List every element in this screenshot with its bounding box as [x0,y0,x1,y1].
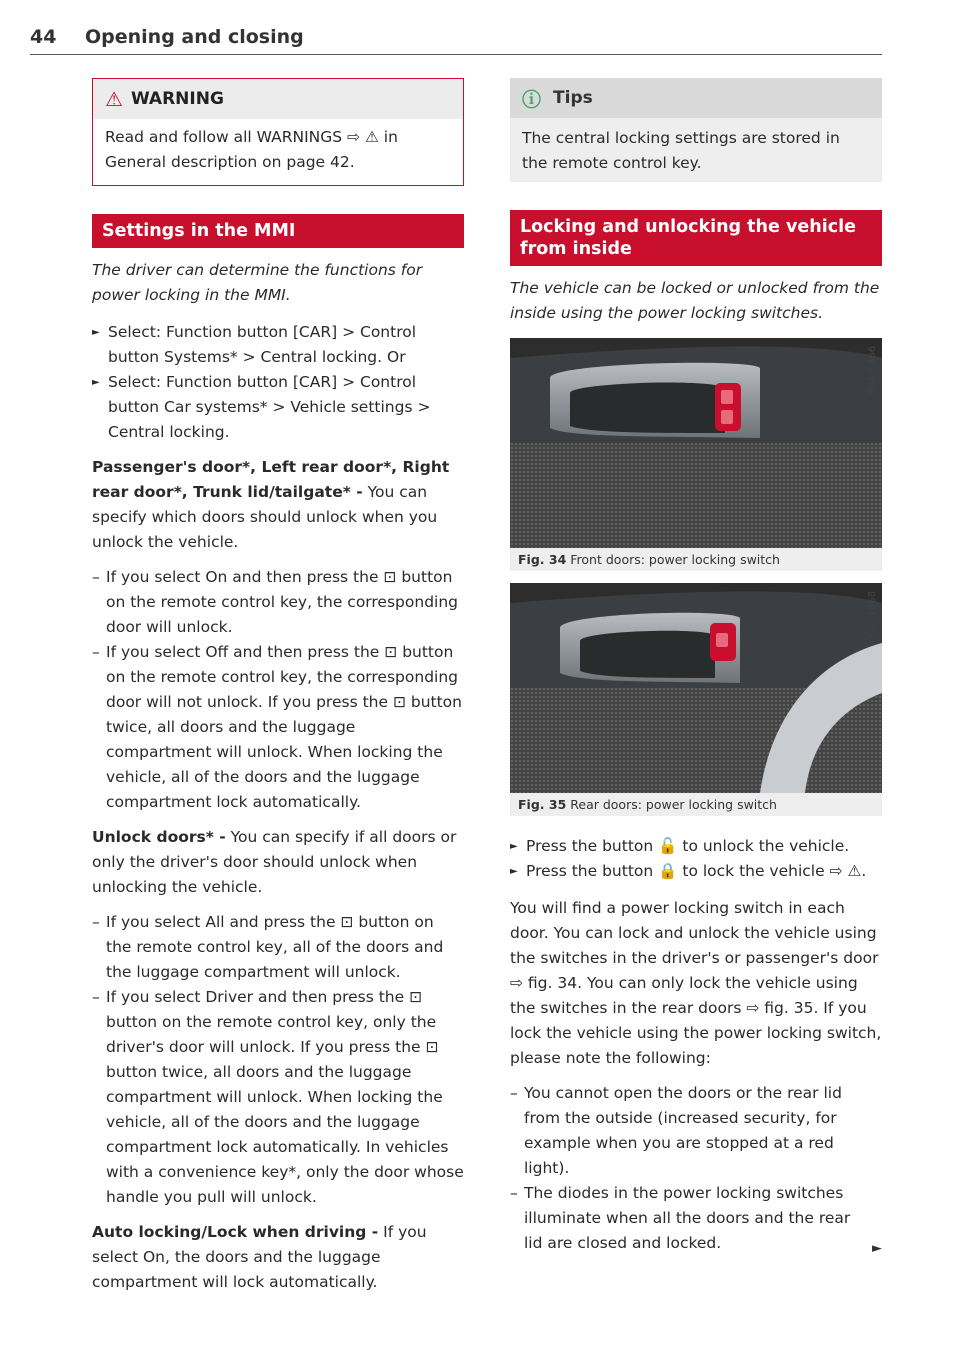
dash-item-outside: – You cannot open the doors or the rear lid from the outside (increased security, for example when you are stopped at a red light). [510,1081,882,1181]
fig34-caption [510,548,882,571]
auto-lock-label: Auto locking/Lock when driving - [92,1223,379,1241]
dash-item-all: – If you select All and press the ⊡ button on the remote control key, all of the doors and the luggage compartment will unlock. [92,910,464,985]
dash-item-diodes: – The diodes in the power locking switches illuminate when all the doors and the rear lid are closed and locked. [510,1181,882,1256]
fig35-caption-text: Rear doors: power locking switch [570,797,777,812]
fig35-code: B4L-1368 [867,591,878,639]
page-number: 44 [30,26,57,48]
fig35-image [510,583,882,793]
dash-item-driver: – If you select Driver and then press the ⊡ button on the remote control key, only the driver's door will unlock. If you press the ⊡ button twice, all doors and the luggage compartment will unlock. When locking the vehicle, all of the doors and the luggage compartment lock automatically. In vehicles with a convenience key*, only the door whose handle you pull will unlock. [92,985,464,1210]
settings-intro: The driver can determine the functions for power locking in the MMI. [92,261,423,304]
continue-arrow-icon: ► [872,1241,882,1256]
right-column [510,78,882,1256]
fig35-caption [510,793,882,816]
dash-item-on: – If you select On and then press the ⊡ button on the remote control key, the corresponding door will unlock. [92,565,464,640]
bullet-step-2: ► Select: Function button [CAR] > Control button Car systems* > Vehicle settings > Central locking. [92,370,464,445]
tips-info-icon: ⓘ [522,88,542,111]
warning-body: Read and follow all WARNINGS ⇨ ⚠ in General description on page 42. [93,119,463,185]
tips-box [510,78,882,182]
locking-heading: Locking and unlocking the vehicle from inside [510,210,882,266]
settings-heading: Settings in the MMI [92,214,464,248]
doors-paragraph [92,455,464,555]
tips-body: The central locking settings are stored in the remote control key. [522,129,840,172]
page-header [30,22,882,55]
dash-item-off: – If you select Off and then press the ⊡ button on the remote control key, the corresponding door will not unlock. If you press the ⊡ button twice, all doors and the luggage compartment will unlock. When locking the vehicle, all of the doors and the luggage compartment lock automatically. [92,640,464,815]
locking-intro: The vehicle can be locked or unlocked from the inside using the power locking switches. [510,279,880,322]
unlock-paragraph [92,825,464,900]
tips-header [510,78,882,118]
lock-step: ► Press the button 🔒 to lock the vehicle ⇨ ⚠. [510,859,882,884]
fig35-label: Fig. 35 [518,797,567,812]
auto-lock-paragraph [92,1220,464,1295]
last-dash-wrapper [510,1181,882,1256]
rear-door-handle-illustration [510,583,882,793]
fig34-label: Fig. 34 [518,552,567,567]
figure-35 [510,583,882,816]
auto-lock-text: If you select On, the doors and the luggage compartment will lock automatically. [92,1223,427,1291]
warning-title: WARNING [130,89,224,109]
fig34-image [510,338,882,548]
front-door-handle-illustration [510,338,882,548]
left-column [92,78,464,1305]
bullet-step-1: ► Select: Function button [CAR] > Control button Systems* > Central locking. Or [92,320,464,370]
doors-label: Passenger's door*, Left rear door*, Right rear door*, Trunk lid/tailgate* - [92,458,450,501]
unlock-step: ► Press the button 🔓 to unlock the vehicle. [510,834,882,859]
fig34-code: B4L-1466 [867,346,878,394]
doors-text: You can specify which doors should unlock when you unlock the vehicle. [92,483,438,551]
warning-header [93,79,463,119]
locking-paragraph: You will find a power locking switch in each door. You can lock and unlock the vehicle using the switches in the driver's or passenger's door ⇨ fig. 34. You can only lock the vehicle using the switches in the rear doors ⇨ fig. 35. If you lock the vehicle using the power locking switch, please note the following: [510,899,882,1067]
unlock-label: Unlock doors* - [92,828,226,846]
figure-34 [510,338,882,571]
section-title: Opening and closing [85,26,304,48]
unlock-text: You can specify if all doors or only the driver's door should unlock when unlocking the vehicle. [92,828,457,896]
fig34-caption-text: Front doors: power locking switch [570,552,780,567]
warning-triangle-icon: ⚠ [105,87,123,111]
tips-title: Tips [553,88,593,108]
warning-box [92,78,464,186]
